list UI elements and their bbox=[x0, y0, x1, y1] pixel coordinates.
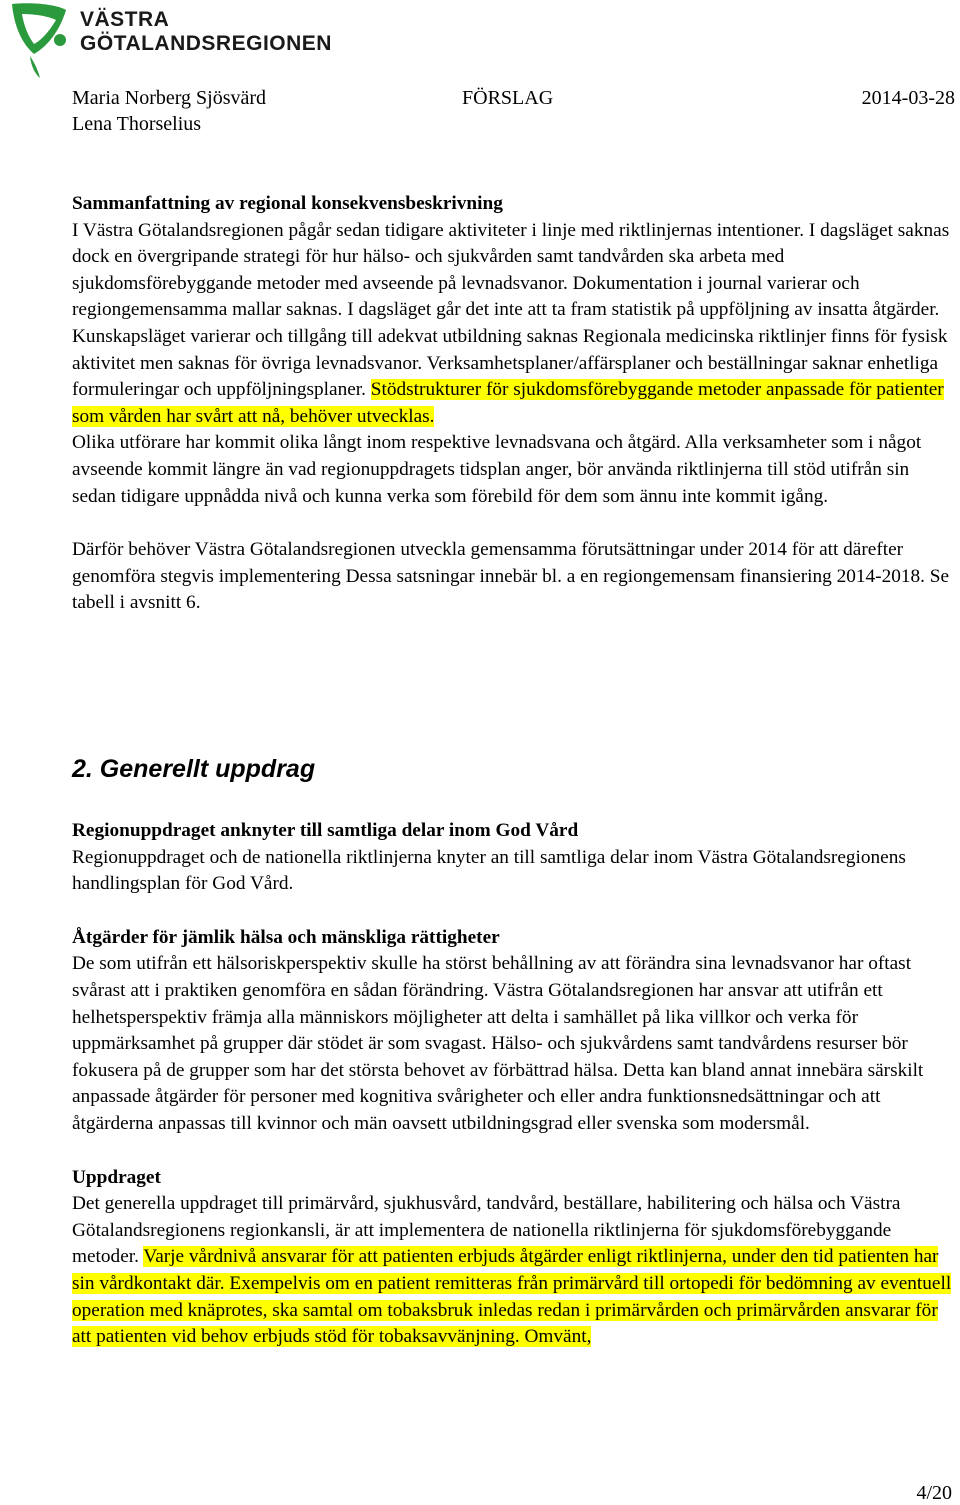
subsection-text-uppdraget bbox=[72, 1191, 952, 1351]
subsection-heading-god-vard: Regionuppdraget anknyter till samtliga delar inom God Vård bbox=[72, 820, 579, 841]
section-body bbox=[72, 818, 952, 1351]
author-secondary: Lena Thorselius bbox=[72, 113, 202, 135]
summary-paragraph-2: Olika utförare har kommit olika långt inom respektive levnadsvana och åtgärd. Alla verksamheter som i något avseende kommit längre än vad regionuppdragets tidsplan anger, bör använda riktlinjerna till stöd utifrån sin sedan tidigare uppnådda nivå och kunna verka som förebild för dem som ännu inte kommit igång. bbox=[72, 432, 922, 507]
logo-text-line1: VÄSTRA bbox=[80, 8, 170, 31]
uppdraget-text: Det generella uppdraget till primärvård, sjukhusvård, tandvård, beställare, habilitering och hälsa och Västra Götalandsregionens regionkansli, är att implementera de nationella riktlinjerna för sjukdomsförebyggande metoder. bbox=[72, 1193, 901, 1268]
subsection-text-god-vard: Regionuppdraget och de nationella riktlinjerna knyter an till samtliga delar inom Västra Götalandsregionens handlingsplan för God Vård. bbox=[72, 846, 906, 895]
summary-section bbox=[72, 191, 952, 617]
page-number: 4/20 bbox=[916, 1482, 952, 1504]
summary-heading: Sammanfattning av regional konsekvensbeskrivning bbox=[72, 193, 503, 214]
section-title: 2. Generellt uppdrag bbox=[72, 755, 316, 783]
summary-paragraph-1 bbox=[72, 218, 952, 431]
logo-text-line2: GÖTALANDSREGIONEN bbox=[80, 32, 332, 55]
document-date: 2014-03-28 bbox=[861, 87, 955, 109]
leaf-logo-icon bbox=[0, 0, 72, 80]
subsection-heading-jamlik-halsa: Åtgärder för jämlik hälsa och mänskliga rättigheter bbox=[72, 926, 500, 948]
subsection-text-jamlik-halsa: De som utifrån ett hälsoriskperspektiv skulle ha störst behållning av att förändra sina levnadsvanor har oftast svårast att i praktiken genomföra en sådan förändring. Västra Götalandsregionen har ansvar att utifrån ett helhetsperspektiv främja alla människors möjligheter att delta i samhället på lika villkor och verka för uppmärksamhet på grupper där stödet är som svagast. Hälso- och sjukvårdens samt tandvårdens resurser bör fokusera på de grupper som har det största behovet av förbättrad hälsa. Detta kan bland annat innebära särskilt anpassade åtgärder för personer med kognitiva svårigheter och eller andra funktionsnedsättningar och att åtgärderna anpassas till kvinnor och män oavsett utbildningsgrad eller svenska som modersmål. bbox=[72, 953, 924, 1134]
vgr-logo bbox=[0, 0, 330, 80]
document-status: FÖRSLAG bbox=[462, 87, 554, 109]
subsection-heading-uppdraget: Uppdraget bbox=[72, 1166, 161, 1188]
uppdraget-highlight: Varje vårdnivå ansvarar för att patienten erbjuds åtgärder enligt riktlinjerna, under den tid patienten har sin vårdkontakt där. Exempelvis om en patient remitteras från primärvård till ortopedi för bedömning av eventuell operation med knäprotes, ska samtal om tobaksbruk inledas redan i primärvården och primärvården ansvarar för att patienten vid behov erbjuds stöd för tobaksavvänjning. Omvänt, bbox=[72, 1246, 952, 1348]
summary-highlight: Stödstrukturer för sjukdomsförebyggande metoder anpassade för patienter som vården har svårt att nå, behöver utvecklas. bbox=[72, 379, 944, 427]
author-primary: Maria Norberg Sjösvärd bbox=[72, 87, 267, 109]
summary-paragraph-3: Därför behöver Västra Götalandsregionen utveckla gemensamma förutsättningar under 2014 för att därefter genomföra stegvis implementering Dessa satsningar innebär bl. a en regiongemensam finansiering 2014-2018. Se tabell i avsnitt 6. bbox=[72, 539, 950, 614]
summary-text: I Västra Götalandsregionen pågår sedan tidigare aktiviteter i linje med riktlinjernas intentioner. I dagsläget saknas dock en övergripande strategi för hur hälso- och sjukvården samt tandvården ska arbeta med sjukdomsförebyggande metoder med avseende på levnadsvanor. Dokumentation i journal varierar och regiongemensamma mallar saknas. I dagsläget går det inte att ta fram statistik på uppföljning av insatta åtgärder. Kunskapsläget varierar och tillgång till adekvat utbildning saknas Regionala medicinska riktlinjer finns för fysisk aktivitet men saknas för övriga levnadsvanor. Verksamhetsplaner/affärsplaner och beställningar saknar enhetliga formuleringar och uppföljningsplaner. bbox=[72, 219, 950, 401]
